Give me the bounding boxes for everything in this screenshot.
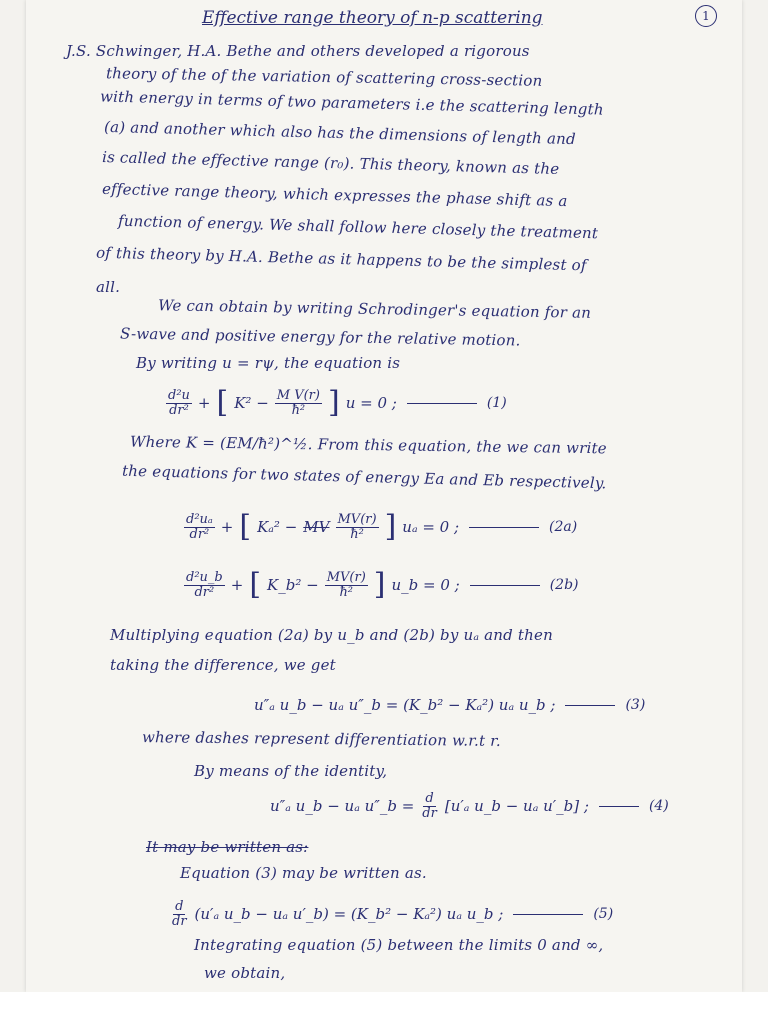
notebook-page (26, 0, 742, 992)
equation-2a: $\frac{\text{d²uₐ}}{\text{dr²}}$ + [ Kₐ² − MV $\frac{MV(r)}{\text{ħ²}}$ ] uₐ = 0 ; (2a) (186, 509, 578, 544)
struck-text-line: It may be written as: (146, 838, 309, 856)
text-line: theory of the of the variation of scattering cross-section (105, 64, 543, 90)
background-strip (0, 992, 768, 1024)
text-line: (a) and another which also has the dimensions of length and (103, 117, 577, 149)
equation-label: (2b) (549, 577, 579, 593)
text-line: function of energy. We shall follow here closely the treatment (117, 211, 599, 243)
fraction: $\frac{d}{dr}$ (422, 791, 437, 821)
text-line: is called the effective range (r₀). This theory, known as the (101, 148, 560, 178)
text-line: of this theory by H.A. Bethe as it happens to be the simplest of (95, 243, 587, 275)
text-line: taking the difference, we get (110, 656, 336, 674)
equation-label: (3) (625, 697, 646, 713)
page-title: Effective range theory of n-p scattering (202, 8, 543, 28)
text-line: the equations for two states of energy Ea and Eb respectively. (121, 461, 607, 493)
equation-label: (1) (486, 395, 507, 411)
equation-1: $\frac{\text{d²u}}{\text{dr²}}$ + [ K² − $\frac{\text{M V(r)}}{\text{ħ²}}$ ] u = 0 ; (1) (168, 385, 507, 420)
text-line: Where K = (EM/ħ²)^½. From this equation, the we can write (129, 432, 607, 458)
page-number: 1 (695, 5, 717, 27)
equation-4: u″ₐ u_b − uₐ u″_b = $\frac{d}{dr}$ [u′ₐ u_b − uₐ u′_b] ; (4) (270, 791, 669, 821)
text-line: S-wave and positive energy for the relative motion. (119, 324, 521, 350)
text-line: Equation (3) may be written as. (180, 864, 427, 882)
fraction: $\frac{\text{d²u}}{\text{dr²}}$ (168, 387, 190, 418)
text-line: Integrating equation (5) between the limits 0 and ∞, (194, 936, 604, 954)
text-line: with energy in terms of two parameters i.e the scattering length (99, 87, 604, 119)
equation-label: (2a) (549, 519, 578, 535)
equation-3: u″ₐ u_b − uₐ u″_b = (K_b² − Kₐ²) uₐ u_b ; (3) (254, 696, 646, 714)
fraction: $\frac{\text{M V(r)}}{\text{ħ²}}$ (276, 387, 320, 418)
equation-5: $\frac{d}{dr}$ (u′ₐ u_b − uₐ u′_b) = (K_b² − Kₐ²) uₐ u_b ; (5) (172, 899, 614, 929)
fraction: $\frac{MV(r)}{\text{ħ²}}$ (326, 569, 366, 600)
equation-2b: $\frac{\text{d²u\_b}}{\text{dr²}}$ + [ K_b² − $\frac{MV(r)}{\text{ħ²}}$ ] u_b = 0 ; (2b) (186, 567, 579, 602)
text-line: Multiplying equation (2a) by u_b and (2b) by uₐ and then (110, 626, 553, 644)
text-line: effective range theory, which expresses the phase shift as a (101, 179, 568, 211)
fraction: $\frac{MV(r)}{\text{ħ²}}$ (337, 511, 377, 542)
fraction: $\frac{d}{dr}$ (172, 899, 187, 929)
text-line: all. (96, 278, 121, 296)
text-line: By writing u = rψ, the equation is (136, 354, 401, 372)
equation-label: (4) (648, 798, 669, 815)
fraction: $\frac{\text{d²uₐ}}{\text{dr²}}$ (186, 511, 213, 542)
text-line: By means of the identity, (194, 762, 388, 780)
struck-text: MV (303, 518, 330, 536)
text-line: J.S. Schwinger, H.A. Bethe and others developed a rigorous (66, 42, 530, 60)
equation-label: (5) (593, 906, 614, 923)
text-line: we obtain, (204, 964, 286, 982)
text-line: We can obtain by writing Schrodinger's equation for an (157, 296, 592, 322)
text-line: where dashes represent differentiation w.r.t r. (141, 728, 502, 750)
fraction: $\frac{\text{d²u\_b}}{\text{dr²}}$ (186, 569, 223, 600)
